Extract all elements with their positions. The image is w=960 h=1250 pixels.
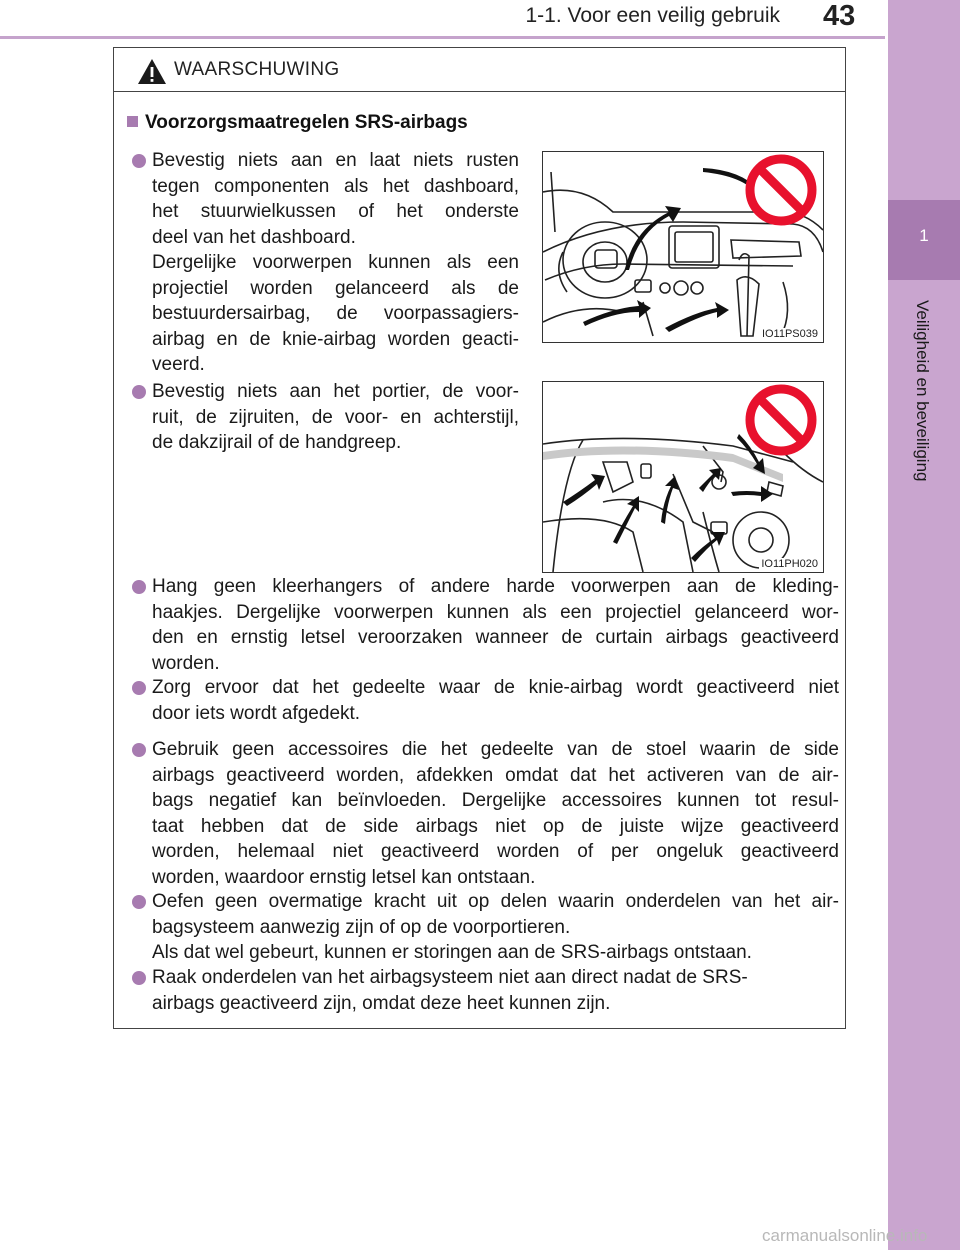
bullet-item-3 [152, 574, 839, 676]
illustration-interior [542, 381, 824, 573]
bullet-item-2 [152, 379, 519, 456]
bullet-line: bags negatief kan beïnvloeden. Dergelijke accessoires kunnen tot resul- [152, 790, 839, 811]
chapter-number: 1 [919, 226, 929, 245]
bullet-line: Als dat wel gebeurt, kunnen er storingen aan de SRS-airbags ontstaan. [152, 942, 752, 963]
warning-header [114, 48, 845, 92]
bullet-item-4 [152, 675, 839, 726]
bullet-line: taat hebben dat de side airbags niet op de juiste wijze geactiveerd [152, 815, 839, 837]
bullet-line: projectiel worden gelanceerd als de [152, 277, 519, 299]
warning-title: WAARSCHUWING [174, 59, 340, 80]
bullet-dot-icon [132, 385, 146, 399]
bullet-line: de dakzijrail of de handgreep. [152, 432, 402, 453]
bullet-line: veerd. [152, 354, 205, 375]
warning-triangle-icon [137, 58, 167, 85]
bullet-dot-icon [132, 580, 146, 594]
bullet-line: tegen componenten als het dashboard, [152, 175, 519, 197]
bullet-line: deel van het dashboard. [152, 226, 356, 248]
bullet-item-6 [152, 889, 839, 966]
bullet-line: worden. [152, 652, 220, 674]
bullet-line: airbag en de knie-airbag worden geacti- [152, 328, 519, 350]
bullet-line: bestuurdersairbag, de voorpassagiers- [152, 303, 519, 324]
bullet-line: airbags geactiveerd worden, afdekken omdat dat het activeren van de air- [152, 764, 839, 786]
bullet-dot-icon [132, 154, 146, 168]
bullet-line: Bevestig niets aan en laat niets rusten [152, 150, 519, 171]
bullet-dot-icon [132, 895, 146, 909]
illustration-dashboard [542, 151, 824, 343]
bullet-dot-icon [132, 971, 146, 985]
dashboard-illustration [543, 152, 823, 342]
figure-code: IO11PS039 [761, 328, 818, 340]
bullet-item-5 [152, 737, 839, 890]
watermark: carmanualsonline.info [762, 1226, 928, 1245]
bullet-line: Dergelijke voorwerpen kunnen als een [152, 252, 519, 273]
bullet-line: Gebruik geen accessoires die het gedeelte van de stoel waarin de side [152, 739, 839, 760]
square-bullet-icon [127, 116, 138, 127]
bullet-line: Hang geen kleerhangers of andere harde voorwerpen aan de kleding- [152, 576, 839, 597]
bullet-line: door iets wordt afgedekt. [152, 702, 361, 724]
bullet-line: ruit, de zijruiten, de voor- en achterstijl, [152, 406, 519, 428]
bullet-line: worden, helemaal niet geactiveerd worden of per ongeluk geactiveerd [152, 841, 839, 862]
bullet-line: airbags geactiveerd zijn, omdat deze heet kunnen zijn. [152, 992, 611, 1014]
bullet-line: bagsysteem aanwezig zijn of op de voorportieren. [152, 916, 571, 938]
bullet-line: haakjes. Dergelijke voorwerpen kunnen als een projectiel gelanceerd wor- [152, 601, 839, 623]
bullet-line: den en ernstig letsel veroorzaken wanneer de curtain airbags geactiveerd [152, 627, 839, 648]
warning-box [113, 47, 846, 1029]
bullet-line: Bevestig niets aan het portier, de voor- [152, 381, 519, 402]
chapter-title: Veiligheid en beveiliging [913, 300, 932, 482]
figure-code: IO11PH020 [761, 558, 818, 570]
bullet-item-1 [152, 148, 519, 378]
bullet-line: het stuurwielkussen of het onderste [152, 201, 519, 222]
section-title: 1-1. Voor een veilig gebruik [525, 4, 780, 27]
page-number: 43 [823, 0, 856, 32]
bullet-dot-icon [132, 743, 146, 757]
header-rule [0, 36, 885, 39]
bullet-line: worden, waardoor ernstig letsel kan ontstaan. [152, 866, 536, 888]
subheading [127, 112, 468, 134]
bullet-line: Oefen geen overmatige kracht uit op delen waarin onderdelen van het air- [152, 891, 839, 912]
bullet-line: Raak onderdelen van het airbagsysteem niet aan direct nadat de SRS- [152, 967, 748, 988]
chapter-side-tab [888, 0, 960, 1250]
bullet-item-7 [152, 965, 839, 1016]
bullet-line: Zorg ervoor dat het gedeelte waar de knie-airbag wordt geactiveerd niet [152, 677, 839, 698]
bullet-dot-icon [132, 681, 146, 695]
interior-illustration [543, 382, 823, 572]
subheading-text: Voorzorgsmaatregelen SRS-airbags [145, 112, 468, 133]
